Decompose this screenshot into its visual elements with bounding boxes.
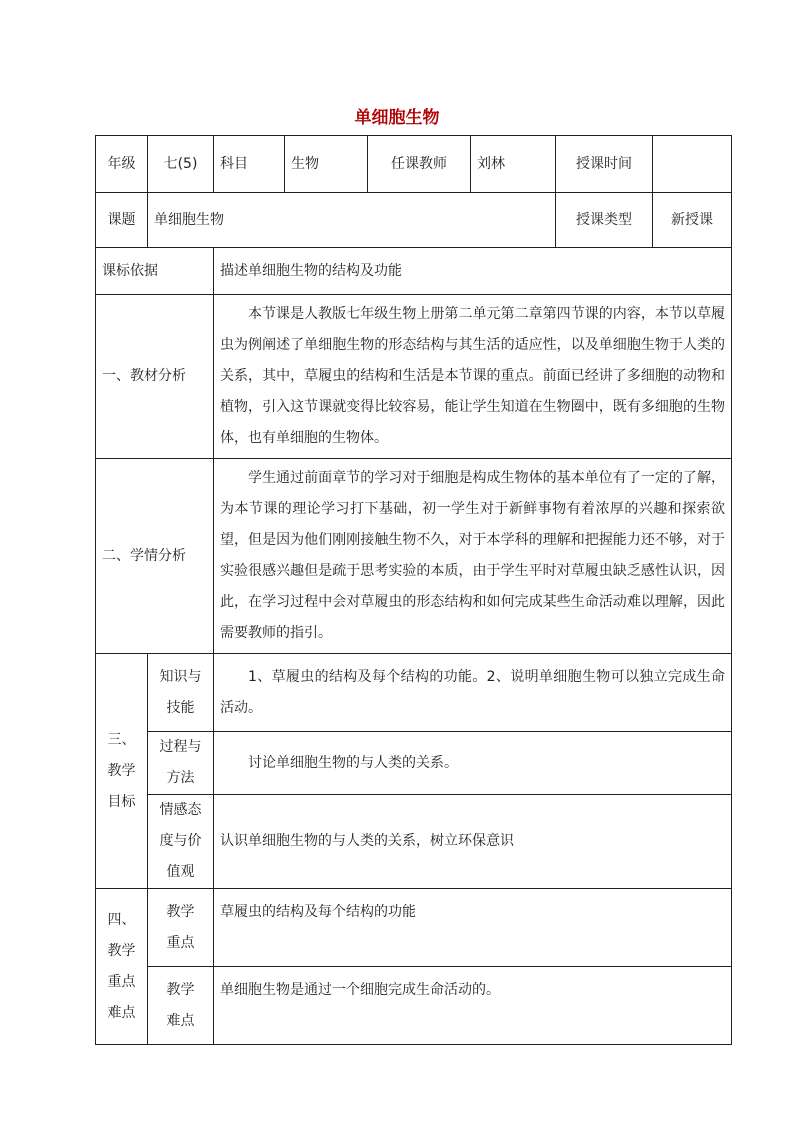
topic-label: 课题 bbox=[96, 193, 148, 248]
process-text: 讨论单细胞生物的与人类的关系。 bbox=[214, 732, 732, 795]
row-goal-process bbox=[96, 732, 732, 795]
students-label: 二、学情分析 bbox=[96, 459, 214, 654]
subject-label: 科目 bbox=[214, 136, 285, 193]
grade-value: 七(5) bbox=[148, 136, 214, 193]
topic-value: 单细胞生物 bbox=[148, 193, 556, 248]
row-focus-key bbox=[96, 889, 732, 967]
goals-label: 三、教学目标 bbox=[96, 654, 148, 889]
type-value: 新授课 bbox=[653, 193, 732, 248]
standard-label: 课标依据 bbox=[96, 248, 214, 295]
process-label: 过程与方法 bbox=[148, 732, 214, 795]
grade-label: 年级 bbox=[96, 136, 148, 193]
difficulty-text: 单细胞生物是通过一个细胞完成生命活动的。 bbox=[214, 967, 732, 1045]
row-textbook-analysis bbox=[96, 295, 732, 459]
time-value bbox=[653, 136, 732, 193]
key-label: 教学重点 bbox=[148, 889, 214, 967]
row-focus-difficulty bbox=[96, 967, 732, 1045]
row-goal-attitude bbox=[96, 795, 732, 889]
key-text: 草履虫的结构及每个结构的功能 bbox=[214, 889, 732, 967]
students-text: 学生通过前面章节的学习对于细胞是构成生物体的基本单位有了一定的了解，为本节课的理论学习打下基础，初一学生对于新鲜事物有着浓厚的兴趣和探索欲望，但是因为他们刚刚接触生物不久，对于本学科的理解和把握能力还不够，对于实验很感兴趣但是疏于思考实验的本质，由于学生平时对草履虫缺乏感性认识，因此，在学习过程中会对草履虫的形态结构和如何完成某些生命活动难以理解，因此需要教师的指引。 bbox=[214, 459, 732, 654]
type-label: 授课类型 bbox=[556, 193, 653, 248]
subject-value: 生物 bbox=[285, 136, 368, 193]
row-student-analysis bbox=[96, 459, 732, 654]
teacher-label: 任课教师 bbox=[368, 136, 471, 193]
row-topic bbox=[96, 193, 732, 248]
lesson-plan-table bbox=[95, 135, 732, 1045]
textbook-text: 本节课是人教版七年级生物上册第二单元第二章第四节课的内容，本节以草履虫为例阐述了单细胞生物的形态结构与其生活的适应性，以及单细胞生物于人类的关系，其中，草履虫的结构和生活是本节课的重点。前面已经讲了多细胞的动物和植物，引入这节课就变得比较容易，能让学生知道在生物圈中，既有多细胞的生物体，也有单细胞的生物体。 bbox=[214, 295, 732, 459]
standard-text: 描述单细胞生物的结构及功能 bbox=[214, 248, 732, 295]
row-goal-knowledge bbox=[96, 654, 732, 732]
teacher-value: 刘林 bbox=[471, 136, 556, 193]
attitude-text: 认识单细胞生物的与人类的关系，树立环保意识 bbox=[214, 795, 732, 889]
knowledge-text: 1、草履虫的结构及每个结构的功能。2、说明单细胞生物可以独立完成生命活动。 bbox=[214, 654, 732, 732]
attitude-label: 情感态度与价值观 bbox=[148, 795, 214, 889]
time-label: 授课时间 bbox=[556, 136, 653, 193]
textbook-label: 一、教材分析 bbox=[96, 295, 214, 459]
row-standard bbox=[96, 248, 732, 295]
document-title: 单细胞生物 bbox=[354, 108, 440, 128]
knowledge-label: 知识与技能 bbox=[148, 654, 214, 732]
difficulty-label: 教学难点 bbox=[148, 967, 214, 1045]
row-basic-info bbox=[96, 136, 732, 193]
focus-label: 四、教学重点难点 bbox=[96, 889, 148, 1045]
